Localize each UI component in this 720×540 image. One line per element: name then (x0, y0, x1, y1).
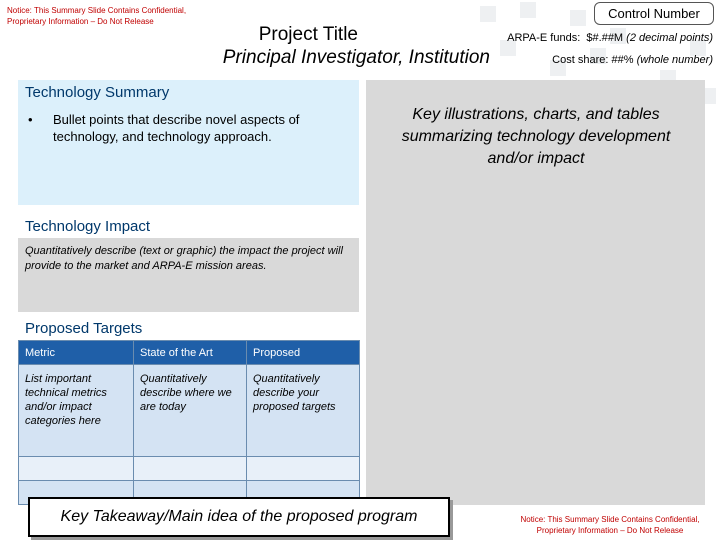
table-header-cell: Proposed (247, 341, 360, 365)
technology-summary-title: Technology Summary (25, 84, 170, 101)
control-number-box: Control Number (594, 2, 714, 25)
title-block (120, 24, 490, 70)
proposed-targets-table (18, 340, 360, 505)
table-cell: Quantitatively describe your proposed targets (247, 365, 360, 457)
proposed-targets-title: Proposed Targets (25, 320, 143, 337)
project-title: Project Title (258, 24, 358, 45)
technology-impact-title: Technology Impact (25, 218, 151, 235)
confidential-notice-top: Notice: This Summary Slide Contains Confidential, Proprietary Information – Do Not Release (7, 6, 187, 26)
illustrations-caption: Key illustrations, charts, and tables summarizing technology development and/or impact (401, 106, 671, 167)
table-row (19, 457, 360, 481)
table-header-cell: Metric (19, 341, 134, 365)
technology-impact-text: Quantitatively describe (text or graphic) the impact the project will provide to the market and ARPA-E mission areas. (25, 245, 343, 272)
table-header-row (19, 341, 360, 365)
illustrations-panel (366, 80, 705, 505)
table-cell (247, 457, 360, 481)
table-header-cell: State of the Art (134, 341, 247, 365)
table-cell (19, 457, 134, 481)
principal-investigator: Principal Investigator, Institution (222, 47, 490, 68)
table-row (19, 365, 360, 457)
arpa-e-funds: ARPA-E funds: $#.##M (2 decimal points) (507, 32, 713, 44)
bullet-marker: • (28, 112, 33, 127)
key-takeaway-box: Key Takeaway/Main idea of the proposed program (28, 497, 450, 537)
confidential-notice-bottom: Notice: This Summary Slide Contains Confidential, Proprietary Information – Do Not Release (520, 515, 700, 535)
table-cell: List important technical metrics and/or impact categories here (19, 365, 134, 457)
table-cell: Quantitatively describe where we are today (134, 365, 247, 457)
table-cell (134, 457, 247, 481)
cost-share: Cost share: ##% (whole number) (552, 54, 713, 66)
technology-summary-text: Bullet points that describe novel aspects of technology, and technology approach. (53, 112, 300, 144)
